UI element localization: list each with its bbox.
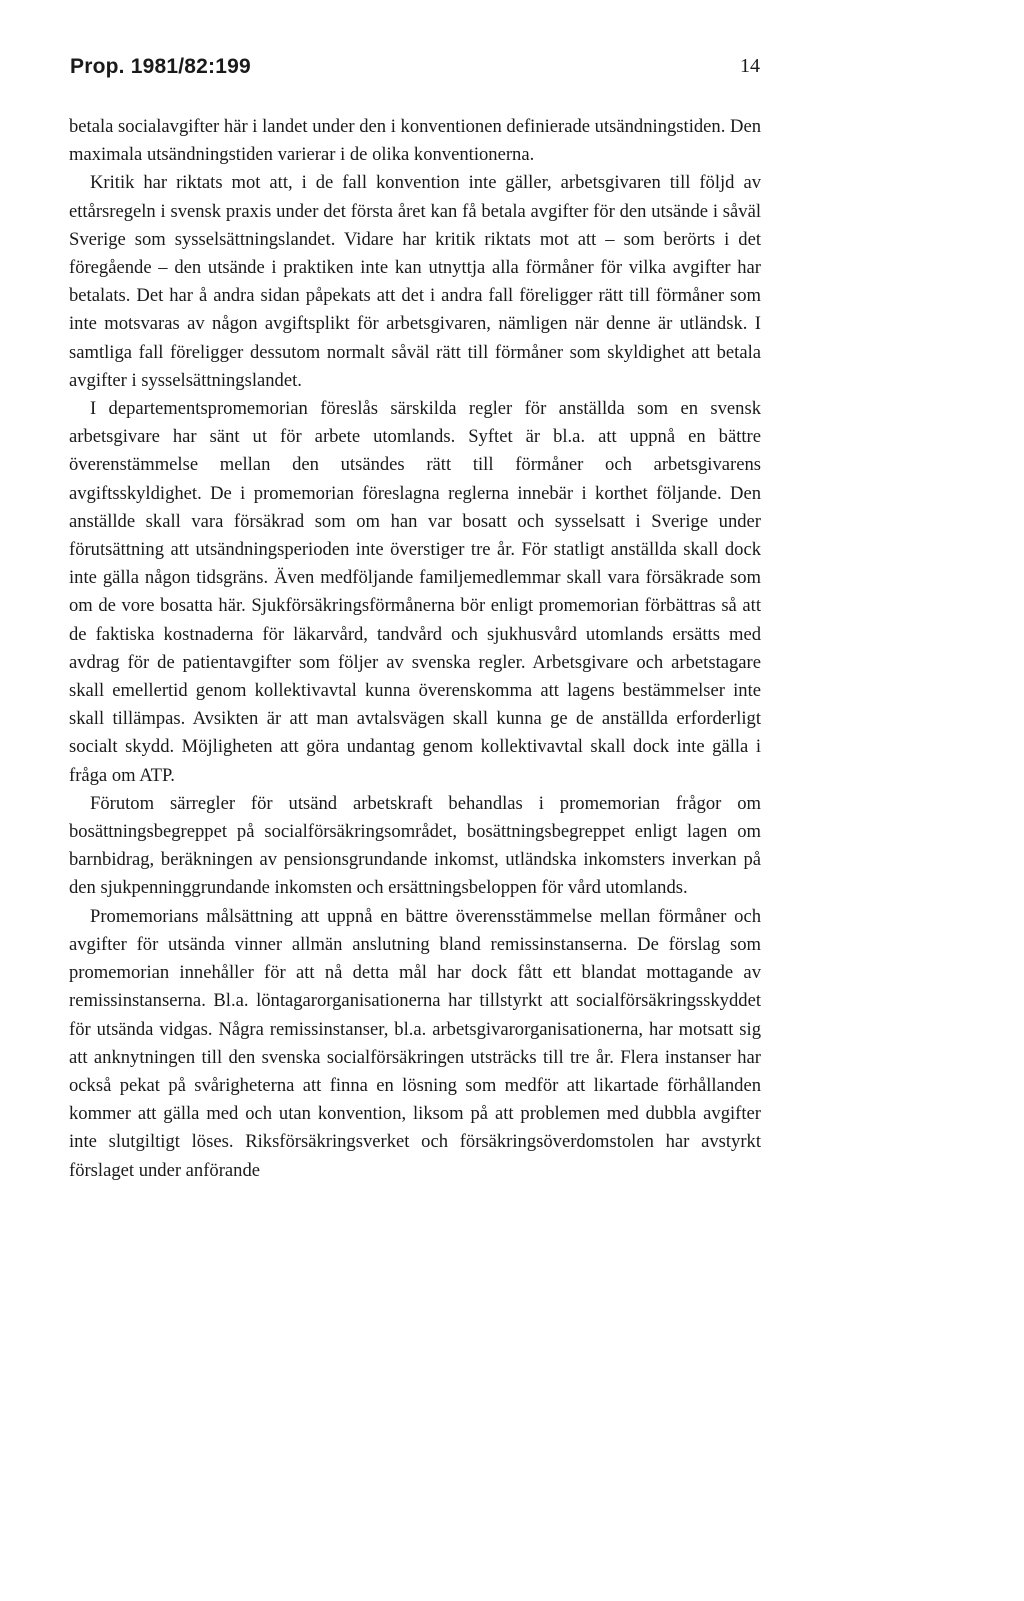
paragraph-remiss-response: Promemorians målsättning att uppnå en bättre överensstämmelse mellan förmåner och avgifter för utsända vinner allmän anslutning bland remissinstanserna. De förslag som promemorian innehåller för att nå detta mål har dock fått ett blandat mottagande av remissinstanserna. Bl.a. löntagarorganisationerna har tillstyrkt att socialförsäkringsskyddet för utsända vidgas. Några remissinstanser, bl.a. arbetsgivarorganisationerna, har motsatt sig att anknytningen till den svenska socialförsäkringen utsträcks till tre år. Flera instanser har också pekat på svårigheterna att finna en lösning som medför att likartade förhållanden kommer att gälla med och utan konvention, liksom på att problemen med dubbla avgifter inte slutgiltigt löses. Riksförsäkringsverket och försäkringsöverdomstolen har avstyrkt förslaget under anförande	[69, 905, 761, 1181]
paragraph-other-issues: Förutom särregler för utsänd arbetskraft behandlas i promemorian frågor om bosättningsbegreppet på socialförsäkringsområdet, bosättningsbegreppet enligt lagen om barnbidrag, beräkningen av pensionsgrundande inkomst, utländska inkomsters inverkan på den sjukpenninggrundande inkomsten och ersättningsbeloppen för vård utomlands.	[69, 792, 761, 899]
paragraph-continued: betala socialavgifter här i landet under den i konventionen definierade utsändningstiden. Den maximala utsändningstiden varierar i de olika konventionerna.	[69, 116, 761, 166]
paragraph-proposal: I departementspromemorian föreslås särskilda regler för anställda som en svensk arbetsgivare har sänt ut för arbete utomlands. Syftet är bl.a. att uppnå en bättre överenstämmelse mellan den utsändes rätt till förmåner och arbetsgivarens avgiftsskyldighet. De i promemorian föreslagna reglerna innebär i korthet följande. Den anställde skall vara försäkrad som om han var bosatt och sysselsatt i Sverige under förutsättning att utsändningsperioden inte överstiger tre år. För statligt anställda skall dock inte gälla någon tidsgräns. Även medföljande familjemedlemmar skall vara försäkrade som om de vore bosatta här. Sjukförsäkringsförmånerna bör enligt promemorian förbättras så att de faktiska kostnaderna för läkarvård, tandvård och sjukhusvård utomlands ersätts med avdrag för de patientavgifter som följer av svenska regler. Arbetsgivare och arbetstagare skall emellertid genom kollektivavtal kunna överenskomma att lagens bestämmelser inte skall tillämpas. Avsikten är att man avtalsvägen skall kunna ge de anställda erforderligt socialt skydd. Möjligheten att göra undantag genom kollektivavtal skall dock inte gälla i fråga om ATP.	[69, 398, 761, 786]
document-reference: Prop. 1981/82:199	[70, 55, 251, 78]
page-number: 14	[740, 55, 760, 77]
paragraph-criticism: Kritik har riktats mot att, i de fall konvention inte gäller, arbetsgivaren till följd av ettårsregeln i svensk praxis under det första året kan få betala avgifter för den utsände i såväl Sverige som sysselsättningslandet. Vidare har kritik riktats mot att – som berörts i det föregående – den utsände i praktiken inte kan utnyttja alla förmåner för vilka avgifter har betalats. Det har å andra sidan påpekats att det i andra fall föreligger rätt till förmåner som inte motsvaras av någon avgiftsplikt för arbetsgivaren, nämligen när denne är utländsk. I samtliga fall föreligger dessutom normalt såväl rätt till förmåner som skyldighet att betala avgifter i sysselsättningslandet.	[69, 172, 761, 391]
page-header	[70, 55, 760, 85]
body-text	[69, 113, 761, 1185]
